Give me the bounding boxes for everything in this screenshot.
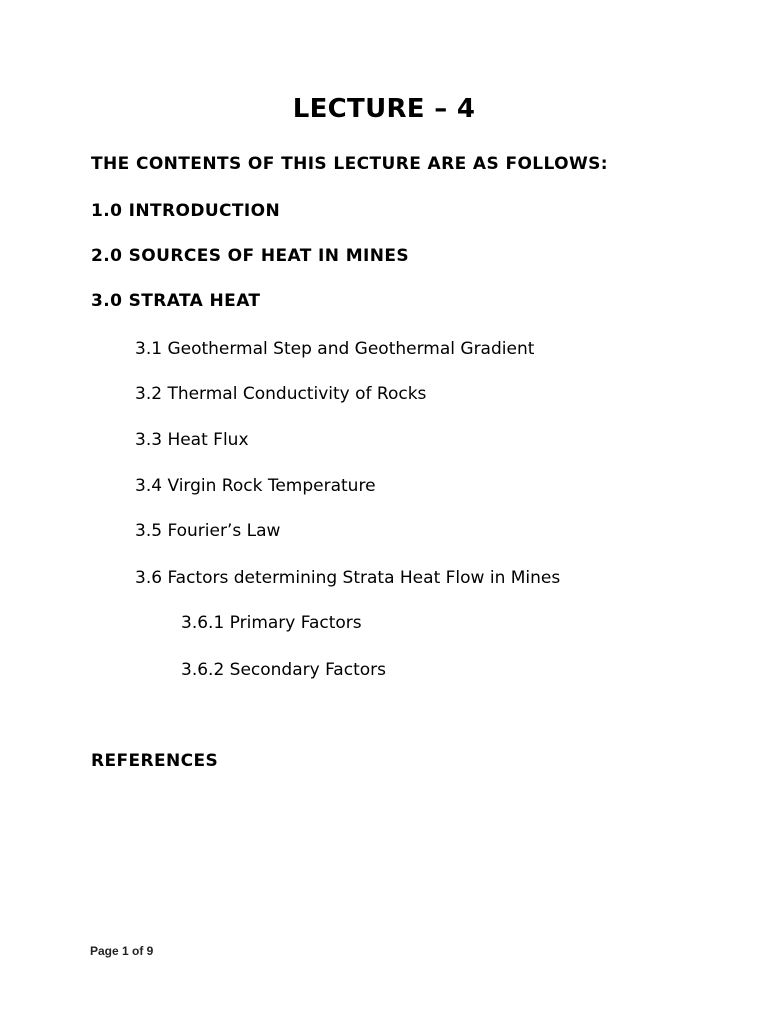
references-heading: REFERENCES — [91, 751, 219, 771]
subsection-virgin-rock-temperature: 3.4 Virgin Rock Temperature — [135, 476, 376, 496]
contents-intro-heading: THE CONTENTS OF THIS LECTURE ARE AS FOLLOWS: — [91, 154, 609, 174]
subsection-fouriers-law: 3.5 Fourier’s Law — [135, 521, 281, 541]
subsection-heat-flux: 3.3 Heat Flux — [135, 430, 249, 450]
subsection-strata-heat-factors: 3.6 Factors determining Strata Heat Flow in Mines — [135, 568, 561, 588]
section-strata-heat: 3.0 STRATA HEAT — [91, 291, 261, 311]
subsection-geothermal-step: 3.1 Geothermal Step and Geothermal Gradient — [135, 339, 535, 359]
subsection-thermal-conductivity: 3.2 Thermal Conductivity of Rocks — [135, 384, 427, 404]
subsubsection-primary-factors: 3.6.1 Primary Factors — [181, 613, 362, 633]
lecture-title: LECTURE – 4 — [292, 94, 476, 124]
section-sources-of-heat: 2.0 SOURCES OF HEAT IN MINES — [91, 246, 410, 266]
page-number-footer: Page 1 of 9 — [90, 944, 154, 958]
subsubsection-secondary-factors: 3.6.2 Secondary Factors — [181, 660, 386, 680]
section-introduction: 1.0 INTRODUCTION — [91, 201, 281, 221]
